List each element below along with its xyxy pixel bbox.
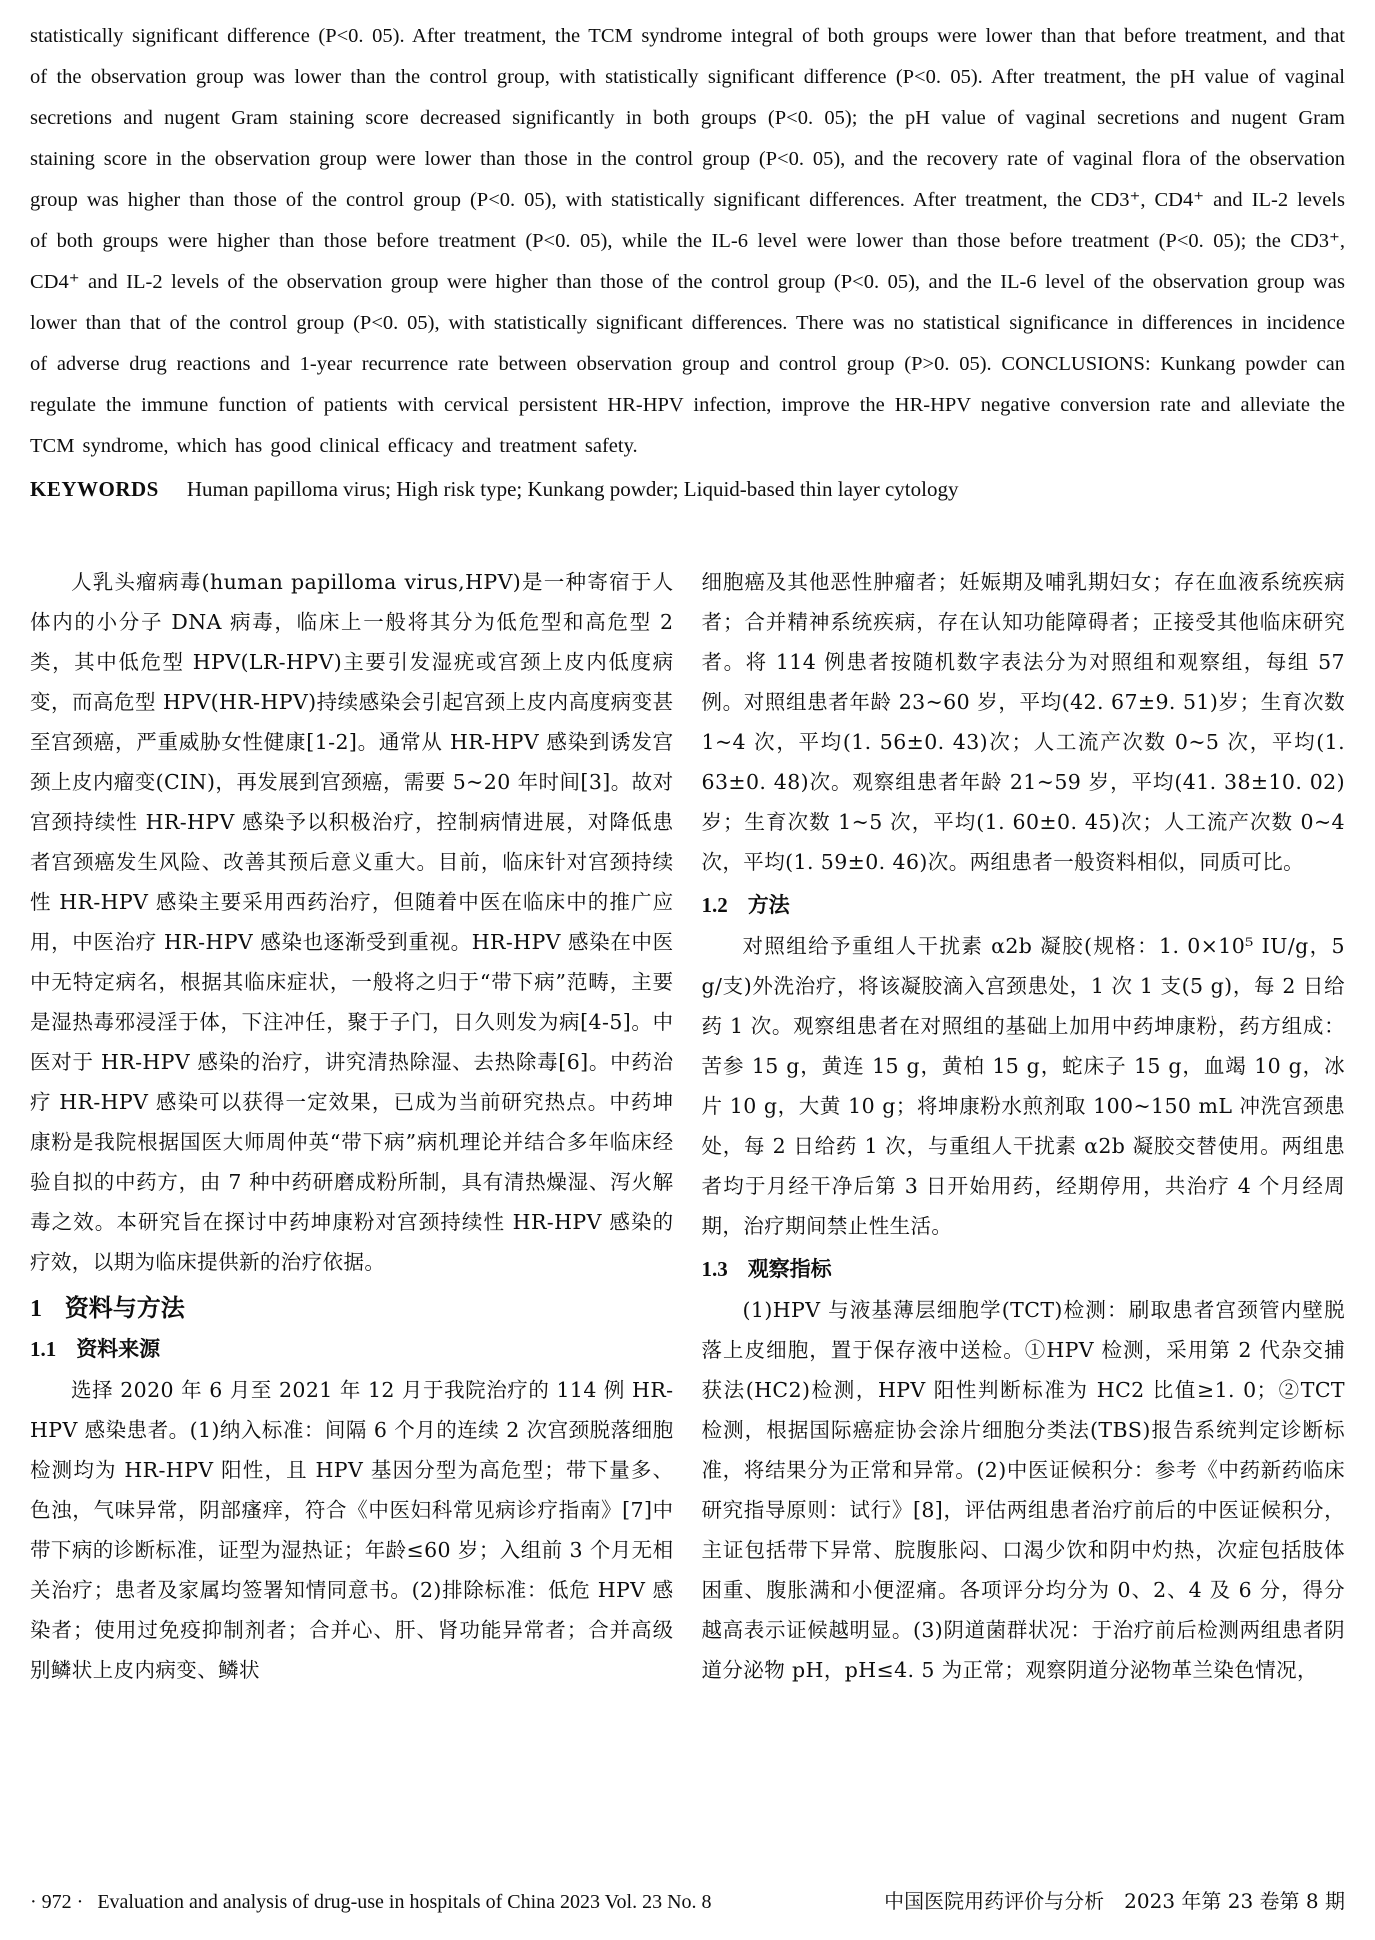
section-heading-1-3 (702, 1253, 1346, 1285)
intro-paragraph: 人乳头瘤病毒(human papilloma virus,HPV)是一种寄宿于人体内的小分子 DNA 病毒，临床上一般将其分为低危型和高危型 2 类，其中低危型 HPV(LR-HPV)主要引发湿疣或宫颈上皮内低度病变，而高危型 HPV(HR-HPV)持续感染会引起宫颈上皮内高度病变甚至宫颈癌，严重威胁女性健康[1-2]。通常从 HR-HPV 感染到诱发宫颈上皮内瘤变(CIN)，再发展到宫颈癌，需要 5~20 年时间[3]。故对宫颈持续性 HR-HPV 感染予以积极治疗，控制病情进展，对降低患者宫颈癌发生风险、改善其预后意义重大。目前，临床针对宫颈持续性 HR-HPV 感染主要采用西药治疗，但随着中医在临床中的推广应用，中医治疗 HR-HPV 感染也逐渐受到重视。HR-HPV 感染在中医中无特定病名，根据其临床症状，一般将之归于“带下病”范畴，主要是湿热毒邪浸淫于体，下注冲任，聚于子门，日久则发为病[4-5]。中医对于 HR-HPV 感染的治疗，讲究清热除湿、去热除毒[6]。中药治疗 HR-HPV 感染可以获得一定效果，已成为当前研究热点。中药坤康粉是我院根据国医大师周仲英“带下病”病机理论并结合多年临床经验自拟的中药方，由 7 种中药研磨成粉所制，具有清热燥湿、泻火解毒之效。本研究旨在探讨中药坤康粉对宫颈持续性 HR-HPV 感染的疗效，以期为临床提供新的治疗依据。 (30, 570, 674, 1274)
section-title: 观察指标 (747, 1257, 832, 1281)
section-heading-1-1 (30, 1333, 674, 1365)
exclusion-continuation-paragraph: 细胞癌及其他恶性肿瘤者；妊娠期及哺乳期妇女；存在血液系统疾病者；合并精神系统疾病，存在认知功能障碍者；正接受其他临床研究者。将 114 例患者按随机数字表法分为对照组和观察组，每组 57 例。对照组患者年龄 23~60 岁，平均(42. 67±9. 51)岁；生育次数 1~4 次，平均(1. 56±0. 43)次；人工流产次数 0~5 次，平均(1. 63±0. 48)次。观察组患者年龄 21~59 岁，平均(41. 38±10. 02)岁；生育次数 1~5 次，平均(1. 60±0. 45)次；人工流产次数 0~4 次，平均(1. 59±0. 46)次。两组患者一般资料相似，同质可比。 (701, 570, 1345, 874)
data-source-paragraph: 选择 2020 年 6 月至 2021 年 12 月于我院治疗的 114 例 HR-HPV 感染患者。(1)纳入标准：间隔 6 个月的连续 2 次宫颈脱落细胞检测均为 HR-HPV 阳性，且 HPV 基因分型为高危型；带下量多、色浊，气味异常，阴部瘙痒，符合《中医妇科常见病诊疗指南》[7]中带下病的诊断标准，证型为湿热证；年龄≤60 岁；入组前 3 个月无相关治疗；患者及家属均签署知情同意书。(2)排除标准：低危 HPV 感染者；使用过免疫抑制剂者；合并心、肝、肾功能异常者；合并高级别鳞状上皮内病变、鳞状 (30, 1378, 674, 1682)
section-title: 资料来源 (76, 1337, 161, 1361)
left-column (30, 562, 674, 1690)
footer-journal-title-cn: 中国医院用药评价与分析 2023 年第 23 卷第 8 期 (884, 1889, 1345, 1913)
keywords-label: KEYWORDS (30, 477, 159, 501)
footer-journal-title-en: Evaluation and analysis of drug-use in hospitals of China 2023 Vol. 23 No. 8 (97, 1891, 712, 1913)
section-number: 1 (30, 1296, 42, 1322)
section-title: 方法 (747, 893, 790, 917)
keywords-text: Human papilloma virus; High risk type; Kunkang powder; Liquid-based thin layer cytology (186, 477, 959, 501)
section-number: 1.3 (701, 1257, 728, 1281)
right-column (702, 562, 1346, 1690)
section-number: 1.2 (701, 893, 728, 917)
footer-journal-en (30, 1891, 712, 1914)
indicators-paragraph: (1)HPV 与液基薄层细胞学(TCT)检测：刷取患者宫颈管内壁脱落上皮细胞，置于保存液中送检。①HPV 检测，采用第 2 代杂交捕获法(HC2)检测，HPV 阳性判断标准为 HC2 比值≥1. 0；②TCT 检测，根据国际癌症协会涂片细胞分类法(TBS)报告系统判定诊断标准，将结果分为正常和异常。(2)中医证候积分：参考《中药新药临床研究指导原则：试行》[8]，评估两组患者治疗前后的中医证候积分，主证包括带下异常、脘腹胀闷、口渴少饮和阴中灼热，次症包括肢体困重、腹胀满和小便涩痛。各项评分均分为 0、2、4 及 6 分，得分越高表示证候越明显。(3)阴道菌群状况：于治疗前后检测两组患者阴道分泌物 pH，pH≤4. 5 为正常；观察阴道分泌物革兰染色情况， (701, 1298, 1345, 1682)
section-heading-1-2 (702, 889, 1346, 921)
abstract-continuation-text: statistically significant difference (P<0. 05). After treatment, the TCM syndrome integral of both groups were lower than that before treatment, and that of the observation group was lower than the control group, with statistically significant difference (P<0. 05). After treatment, the pH value of vaginal secretions and nugent Gram staining score decreased significantly in both groups (P<0. 05); the pH value of vaginal secretions and nugent Gram staining score in the observation group were lower than those in the control group (P<0. 05), and the recovery rate of vaginal flora of the observation group was higher than those of the control group (P<0. 05), with statistically significant differences. After treatment, the CD3⁺, CD4⁺ and IL-2 levels of both groups were higher than those before treatment (P<0. 05), while the IL-6 level were lower than those before treatment (P<0. 05); the CD3⁺, CD4⁺ and IL-2 levels of the observation group were higher than those of the control group (P<0. 05), and the IL-6 level of the observation group was lower than that of the control group (P<0. 05), with statistically significant differences. There was no statistical significance in differences in incidence of adverse drug reactions and 1-year recurrence rate between observation group and control group (P>0. 05). CONCLUSIONS: Kunkang powder can regulate the immune function of patients with cervical persistent HR-HPV infection, improve the HR-HPV negative conversion rate and alleviate the TCM syndrome, which has good clinical efficacy and treatment safety. (30, 25, 1345, 457)
section-number: 1.1 (30, 1337, 57, 1361)
keywords-line (30, 469, 1345, 510)
page-number: · 972 · (30, 1891, 84, 1913)
section-title: 资料与方法 (64, 1294, 185, 1322)
two-column-body (30, 562, 1345, 1690)
methods-paragraph: 对照组给予重组人干扰素 α2b 凝胶(规格：1. 0×10⁵ IU/g，5 g/支)外洗治疗，将该凝胶滴入宫颈患处，1 次 1 支(5 g)，每 2 日给药 1 次。观察组患者在对照组的基础上加用中药坤康粉，药方组成：苦参 15 g，黄连 15 g，黄柏 15 g，蛇床子 15 g，血竭 10 g，冰片 10 g，大黄 10 g；将坤康粉水煎剂取 100~150 mL 冲洗宫颈患处，每 2 日给药 1 次，与重组人干扰素 α2b 凝胶交替使用。两组患者均于月经干净后第 3 日开始用药，经期停用，共治疗 4 个月经周期，治疗期间禁止性生活。 (701, 934, 1345, 1238)
page-footer (30, 1885, 1345, 1914)
section-heading-1 (30, 1291, 674, 1326)
